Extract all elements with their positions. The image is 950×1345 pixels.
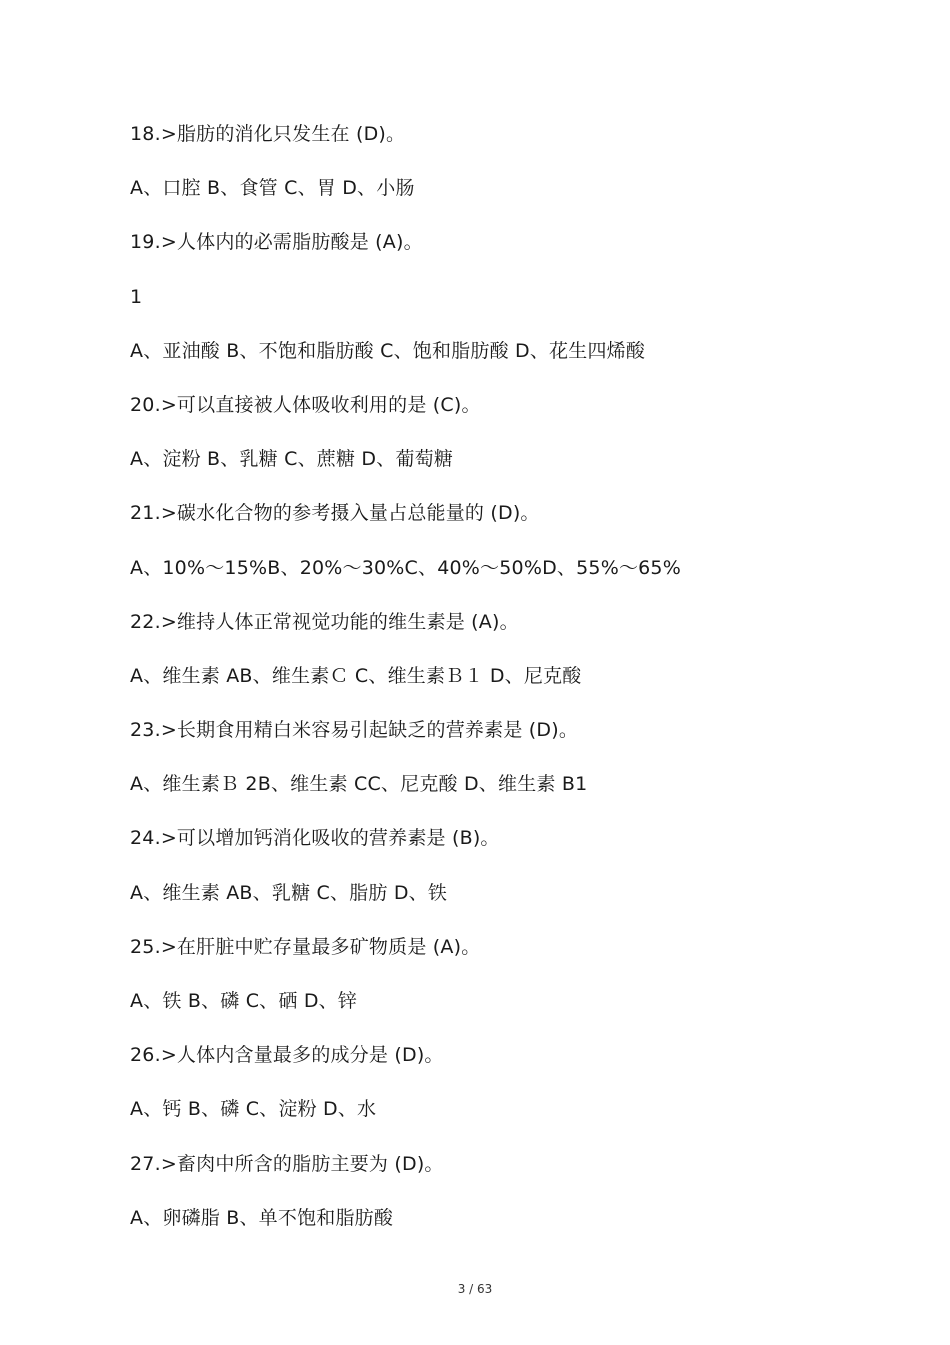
- text-line: 25.>在肝脏中贮存量最多矿物质是 (A)。: [130, 935, 481, 958]
- text-line: 23.>长期食用精白米容易引起缺乏的营养素是 (D)。: [130, 719, 579, 742]
- text-line: 20.>可以直接被人体吸收利用的是 (C)。: [130, 393, 481, 416]
- text-line: A、钙 B、磷 C、淀粉 D、水: [130, 1098, 377, 1121]
- text-line: 19.>人体内的必需脂肪酸是 (A)。: [130, 231, 423, 254]
- text-line: A、卵磷脂 B、单不饱和脂肪酸: [130, 1206, 394, 1229]
- text-line: A、维生素 AB、维生素Ｃ C、维生素Ｂ１ D、尼克酸: [130, 664, 582, 687]
- text-line: A、口腔 B、食管 C、胃 D、小肠: [130, 177, 415, 200]
- text-line: A、淀粉 B、乳糖 C、蔗糖 D、葡萄糖: [130, 448, 454, 471]
- text-line: A、维生素 AB、乳糖 C、脂肪 D、铁: [130, 881, 448, 904]
- text-line: 26.>人体内含量最多的成分是 (D)。: [130, 1044, 444, 1067]
- question-list: [130, 121, 910, 1259]
- text-line: 22.>维持人体正常视觉功能的维生素是 (A)。: [130, 610, 519, 633]
- text-line: 18.>脂肪的消化只发生在 (D)。: [130, 123, 406, 145]
- text-line: A、铁 B、磷 C、硒 D、锌: [130, 990, 358, 1012]
- text-line: A、维生素Ｂ 2B、维生素 CC、尼克酸 D、维生素 B1: [130, 773, 588, 796]
- page-indicator: 3 / 63: [457, 1282, 493, 1296]
- text-line: 27.>畜肉中所含的脂肪主要为 (D)。: [130, 1152, 444, 1175]
- text-line: 24.>可以增加钙消化吸收的营养素是 (B)。: [130, 827, 500, 850]
- text-line: A、10%～15%B、20%～30%C、40%～50%D、55%～65%: [130, 556, 681, 579]
- text-line: A、亚油酸 B、不饱和脂肪酸 C、饱和脂肪酸 D、花生四烯酸: [130, 339, 646, 362]
- text-line: 21.>碳水化合物的参考摄入量占总能量的 (D)。: [130, 502, 540, 525]
- text-line: 1: [130, 285, 143, 308]
